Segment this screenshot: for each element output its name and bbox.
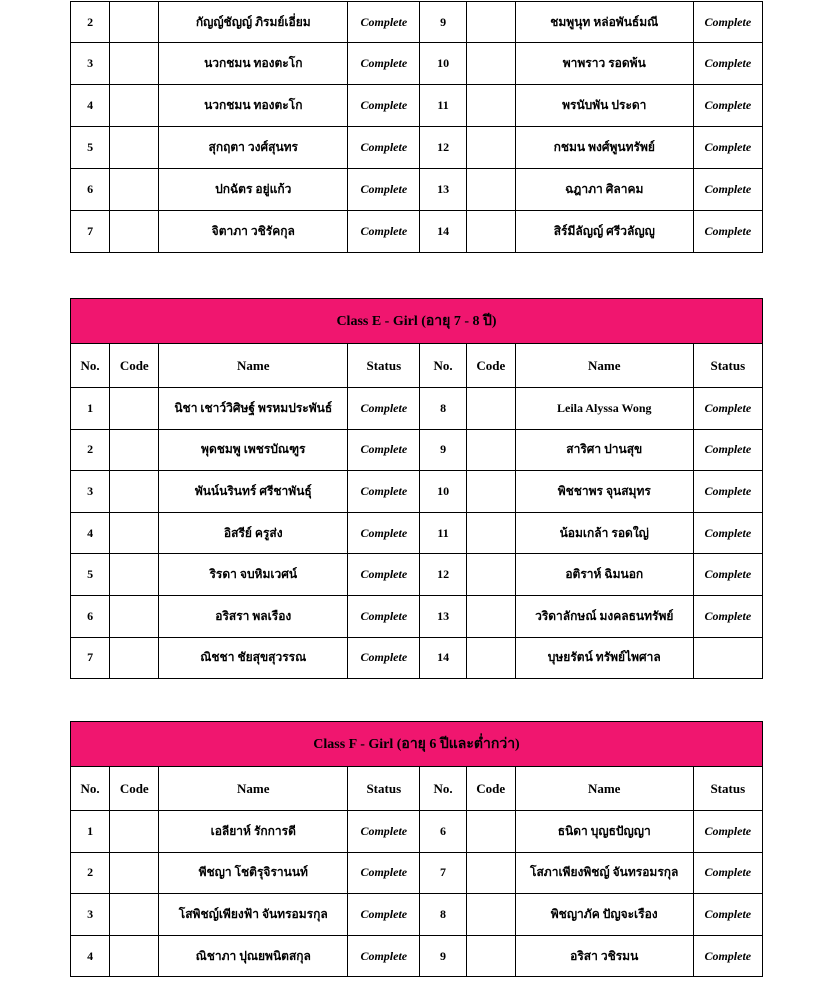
- entry-name: โสภาเพียงพิชญ์ จันทรอมรกุล: [515, 852, 693, 894]
- entry-name: ณิชชา ชัยสุขสุวรรณ: [159, 637, 348, 679]
- column-header-name: Name: [515, 767, 693, 811]
- entry-code: [466, 512, 515, 554]
- entry-name: ณิชาภา ปุณยพนิตสกุล: [159, 935, 348, 977]
- entry-code: [466, 429, 515, 471]
- table-row: [71, 85, 763, 127]
- entry-name: พีชญา โชติรุจิรานนท์: [159, 852, 348, 894]
- class-title: Class F - Girl (อายุ 6 ปีและต่ำกว่า): [71, 722, 763, 767]
- entry-name: น้อมเกล้า รอดใญ่: [515, 512, 693, 554]
- entry-status: Complete: [693, 388, 762, 430]
- entry-status: Complete: [348, 554, 420, 596]
- table-row: [71, 471, 763, 513]
- entry-status: Complete: [693, 512, 762, 554]
- entry-status: Complete: [693, 169, 762, 211]
- entry-code: [110, 2, 159, 43]
- entry-name: บุษยรัตน์ ทรัพย์ไพศาล: [515, 637, 693, 679]
- entry-code: [110, 811, 159, 853]
- column-header-code: Code: [466, 344, 515, 388]
- column-header-no: No.: [420, 344, 466, 388]
- entry-number: 13: [420, 595, 466, 637]
- entry-number: 4: [71, 512, 110, 554]
- entry-number: 11: [420, 512, 466, 554]
- entry-name: สิร์มีลัญญ์ ศรีวลัญญู: [515, 211, 693, 253]
- column-header-name: Name: [159, 344, 348, 388]
- entry-status: Complete: [693, 894, 762, 936]
- entry-name: จิตาภา วชิรัคกุล: [159, 211, 348, 253]
- entry-code: [466, 894, 515, 936]
- entry-code: [466, 211, 515, 253]
- entry-name: อติราห์ ฉิมนอก: [515, 554, 693, 596]
- table-row: [71, 595, 763, 637]
- entry-name: ฉฎาภา ศิลาคม: [515, 169, 693, 211]
- entry-name: พันน์นรินทร์ ศรีชาพันธุ์: [159, 471, 348, 513]
- entry-number: 6: [71, 169, 110, 211]
- class-roster-table-continued: [70, 1, 763, 253]
- class-title: Class E - Girl (อายุ 7 - 8 ปี): [71, 299, 763, 344]
- entry-code: [466, 595, 515, 637]
- table-row: [71, 811, 763, 853]
- entry-number: 3: [71, 471, 110, 513]
- entry-code: [466, 2, 515, 43]
- entry-code: [110, 512, 159, 554]
- entry-status: Complete: [693, 85, 762, 127]
- entry-status: Complete: [693, 127, 762, 169]
- table-row: [71, 127, 763, 169]
- entry-code: [110, 852, 159, 894]
- entry-name: สาริศา ปานสุข: [515, 429, 693, 471]
- entry-name: พาพราว รอดพ้น: [515, 43, 693, 85]
- entry-name: วริดาลักษณ์ มงคลธนทรัพย์: [515, 595, 693, 637]
- table-row: [71, 852, 763, 894]
- entry-name: อริสา วชิรมน: [515, 935, 693, 977]
- entry-code: [466, 935, 515, 977]
- entry-name: กัญญ์ชัญญ์ ภิรมย์เอี่ยม: [159, 2, 348, 43]
- column-header-status: Status: [348, 767, 420, 811]
- table-row: [71, 554, 763, 596]
- column-header-no: No.: [420, 767, 466, 811]
- entry-code: [466, 811, 515, 853]
- entry-name: อิสรีย์ ครูส่ง: [159, 512, 348, 554]
- entry-status: Complete: [693, 935, 762, 977]
- entry-status: Complete: [348, 429, 420, 471]
- table-row: [71, 935, 763, 977]
- entry-code: [110, 388, 159, 430]
- entry-status: Complete: [693, 211, 762, 253]
- table-row: [71, 512, 763, 554]
- entry-number: 6: [71, 595, 110, 637]
- column-header-code: Code: [110, 767, 159, 811]
- entry-status: Complete: [348, 127, 420, 169]
- entry-code: [110, 43, 159, 85]
- entry-number: 3: [71, 894, 110, 936]
- entry-code: [466, 85, 515, 127]
- entry-code: [110, 637, 159, 679]
- entry-status: Complete: [348, 512, 420, 554]
- table-row: [71, 169, 763, 211]
- entry-number: 14: [420, 211, 466, 253]
- entry-name: เอลียาห์ รักการดี: [159, 811, 348, 853]
- entry-name: กชมน พงศ์พูนทรัพย์: [515, 127, 693, 169]
- entry-number: 8: [420, 894, 466, 936]
- entry-name: โสพิชญ์เพียงฟ้า จันทรอมรกุล: [159, 894, 348, 936]
- entry-status: Complete: [693, 554, 762, 596]
- entry-number: 12: [420, 127, 466, 169]
- entry-number: 14: [420, 637, 466, 679]
- entry-number: 3: [71, 43, 110, 85]
- entry-name: อริสรา พลเรือง: [159, 595, 348, 637]
- entry-number: 4: [71, 935, 110, 977]
- entry-number: 2: [71, 429, 110, 471]
- entry-status: Complete: [693, 2, 762, 43]
- entry-code: [110, 429, 159, 471]
- entry-status: Complete: [348, 43, 420, 85]
- column-header-status: Status: [693, 767, 762, 811]
- table-row: [71, 388, 763, 430]
- entry-status: Complete: [693, 852, 762, 894]
- entry-code: [110, 554, 159, 596]
- table-title-row: [71, 722, 763, 767]
- entry-name: ธนิดา บุญธปัญญา: [515, 811, 693, 853]
- entry-name: นวกชมน ทองตะโก: [159, 85, 348, 127]
- table-title-row: [71, 299, 763, 344]
- entry-number: 8: [420, 388, 466, 430]
- entry-status: Complete: [348, 471, 420, 513]
- entry-code: [466, 127, 515, 169]
- entry-name: พรนับพัน ประดา: [515, 85, 693, 127]
- entry-name: Leila Alyssa Wong: [515, 388, 693, 430]
- table-row: [71, 2, 763, 43]
- table-header-row: [71, 767, 763, 811]
- entry-status: Complete: [693, 595, 762, 637]
- entry-code: [110, 211, 159, 253]
- entry-number: 5: [71, 127, 110, 169]
- entry-name: นวกชมน ทองตะโก: [159, 43, 348, 85]
- entry-number: 5: [71, 554, 110, 596]
- entry-code: [110, 169, 159, 211]
- class-e-roster-table: [70, 298, 763, 679]
- column-header-status: Status: [693, 344, 762, 388]
- entry-code: [466, 852, 515, 894]
- entry-number: 7: [71, 637, 110, 679]
- entry-name: พุดชมพู เพชรบัณฑูร: [159, 429, 348, 471]
- entry-status: Complete: [348, 85, 420, 127]
- entry-number: 10: [420, 471, 466, 513]
- entry-code: [110, 471, 159, 513]
- column-header-name: Name: [159, 767, 348, 811]
- column-header-code: Code: [110, 344, 159, 388]
- entry-number: 2: [71, 2, 110, 43]
- entry-name: นิชา เชาว์วิศิษฐ์ พรหมประพันธ์: [159, 388, 348, 430]
- entry-status: Complete: [348, 811, 420, 853]
- entry-code: [466, 554, 515, 596]
- entry-status: Complete: [693, 471, 762, 513]
- entry-name: ริรดา จบหิมเวศน์: [159, 554, 348, 596]
- entry-status: Complete: [348, 852, 420, 894]
- column-header-name: Name: [515, 344, 693, 388]
- entry-number: 13: [420, 169, 466, 211]
- entry-status: Complete: [348, 211, 420, 253]
- entry-name: พิชชาพร จุนสมุทร: [515, 471, 693, 513]
- entry-number: 2: [71, 852, 110, 894]
- entry-number: 7: [420, 852, 466, 894]
- entry-number: 10: [420, 43, 466, 85]
- entry-number: 1: [71, 811, 110, 853]
- entry-status: Complete: [348, 935, 420, 977]
- table-row: [71, 429, 763, 471]
- entry-code: [110, 85, 159, 127]
- table-row: [71, 211, 763, 253]
- table-row: [71, 43, 763, 85]
- entry-status: Complete: [348, 169, 420, 211]
- entry-number: 12: [420, 554, 466, 596]
- entry-code: [110, 935, 159, 977]
- entry-code: [110, 595, 159, 637]
- entry-status: Complete: [693, 429, 762, 471]
- column-header-no: No.: [71, 344, 110, 388]
- entry-status: Complete: [348, 595, 420, 637]
- entry-number: 11: [420, 85, 466, 127]
- entry-code: [466, 471, 515, 513]
- entry-code: [466, 169, 515, 211]
- entry-number: 4: [71, 85, 110, 127]
- table-header-row: [71, 344, 763, 388]
- entry-status: Complete: [348, 2, 420, 43]
- column-header-no: No.: [71, 767, 110, 811]
- entry-status: Complete: [348, 388, 420, 430]
- entry-number: 9: [420, 2, 466, 43]
- entry-name: ปกฉัตร อยู่แก้ว: [159, 169, 348, 211]
- entry-code: [466, 43, 515, 85]
- entry-number: 6: [420, 811, 466, 853]
- entry-name: สุกฤตา วงศ์สุนทร: [159, 127, 348, 169]
- table-row: [71, 894, 763, 936]
- column-header-status: Status: [348, 344, 420, 388]
- entry-status: Complete: [348, 637, 420, 679]
- entry-code: [466, 637, 515, 679]
- class-f-roster-table: [70, 721, 763, 977]
- column-header-code: Code: [466, 767, 515, 811]
- entry-code: [110, 127, 159, 169]
- entry-code: [466, 388, 515, 430]
- table-row: [71, 637, 763, 679]
- entry-number: 9: [420, 935, 466, 977]
- entry-status: Complete: [693, 811, 762, 853]
- entry-status: Complete: [348, 894, 420, 936]
- entry-code: [110, 894, 159, 936]
- entry-number: 1: [71, 388, 110, 430]
- entry-number: 9: [420, 429, 466, 471]
- entry-name: พิชญาภัค ปัญจะเรือง: [515, 894, 693, 936]
- entry-number: 7: [71, 211, 110, 253]
- entry-name: ชมพูนุท หล่อพันธ์มณี: [515, 2, 693, 43]
- entry-status: Complete: [693, 43, 762, 85]
- entry-status: [693, 637, 762, 679]
